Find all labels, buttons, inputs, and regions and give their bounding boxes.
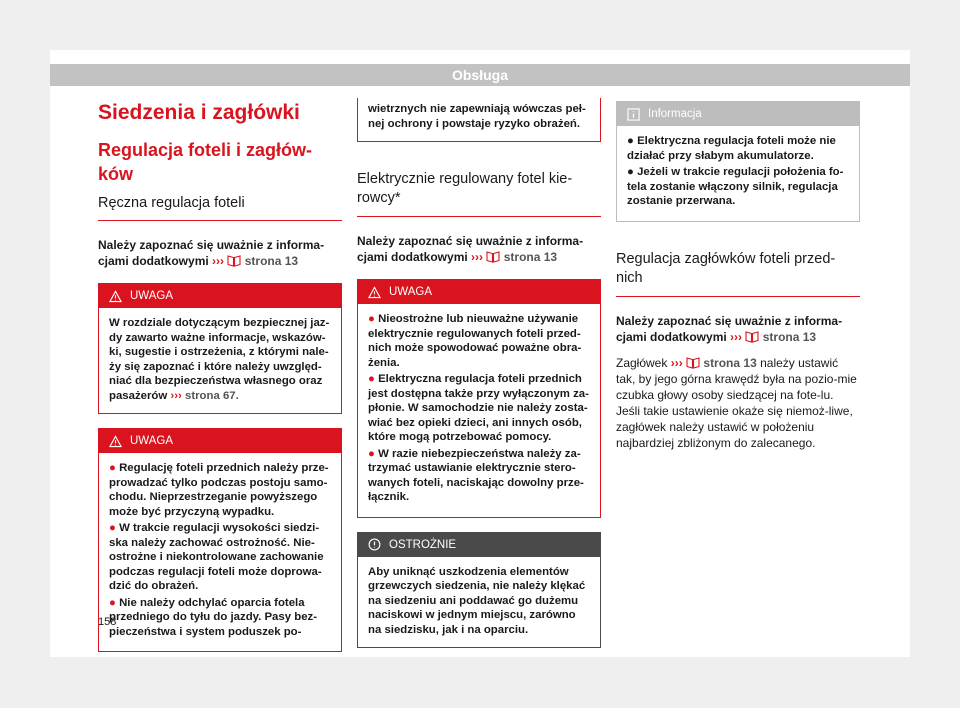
column-3	[616, 101, 860, 451]
list-item: ● Nieostrożne lub nieuważne używanie elektrycznie regulowanych foteli przed-nich może spowodować poważne obra-żenia.	[368, 313, 582, 369]
book-icon	[486, 250, 500, 263]
warning-box	[98, 428, 342, 652]
caution-icon	[368, 538, 381, 551]
caution-text: Aby uniknąć uszkodzenia elementów grzewczych siedzenia, nie należy klękać na siedzeniu ani poddawać go dużemu naciskowi w jednym miejscu, zarówno na siedzisku, jak i na oparciu.	[368, 565, 586, 636]
page-link[interactable]: strona 13	[762, 329, 817, 344]
intro-paragraph: Należy zapoznać się uważnie z informa-cjami dodatkowymi ››› strona 13	[357, 234, 584, 264]
section-title: Regulacja foteli i zagłów-ków	[98, 140, 313, 184]
subsection-title: Regulacja zagłówków foteli przed-nich	[616, 250, 860, 297]
list-item: ● Jeżeli w trakcie regulacji położenia fo-tela zostanie włączony silnik, regulacja zostanie przerwana.	[627, 166, 844, 207]
info-box	[616, 101, 860, 222]
list-item: ● W trakcie regulacji wysokości siedzi-ska należy zachować ostrożność. Nie-ostrożne i niekontrolowane zachowanie podczas regulacji foteli może doprowa-dzić do obrażeń.	[109, 522, 324, 592]
warning-icon	[109, 290, 122, 303]
page-number: 158	[98, 616, 117, 628]
warning-text: W rozdziale dotyczącym bezpiecznej jaz-dy zawarto ważne informacje, wskazów-ki, sugestie i ostrzeżenia, z którymi nale-ży się zapoznać i które należy uwzględ-niać dla bezpieczeństwa własnego oraz pasażerów ››› strona 67.	[109, 317, 330, 402]
info-title: Informacja	[648, 108, 702, 120]
page-link[interactable]: strona 13	[503, 250, 558, 264]
page-link[interactable]: strona 13	[703, 355, 757, 370]
page-link[interactable]: strona 67.	[184, 389, 239, 402]
warning-icon	[109, 435, 122, 448]
list-item: ● Regulację foteli przednich należy prze-prowadzać tylko podczas postoju samo-chodu. Nieprzestrzeganie powyższego może być przyczyną wypadku.	[109, 462, 329, 518]
section-header: Obsługa	[50, 64, 910, 86]
column-1	[98, 96, 342, 652]
subsection-title: Elektrycznie regulowany fotel kie-rowcy*	[357, 170, 601, 217]
book-icon	[227, 254, 241, 267]
warning-title: UWAGA	[130, 435, 174, 447]
warning-title: UWAGA	[389, 286, 433, 298]
body-paragraph: Zagłówek ››› strona 13 należy ustawić tak, by jego górna krawędź była na pozio-mie czubka głowy osoby siedzącej na fote-lu. Jeśli takie ustawienie okaże się niemoż-liwe, zagłówek należy ustawić w położeniu najbardziej zbliżonym do zalecanego.	[616, 355, 857, 450]
warning-icon	[368, 286, 381, 299]
chapter-title: Siedzenia i zagłówki	[98, 101, 300, 124]
info-icon	[627, 108, 640, 121]
page-link[interactable]: strona 13	[244, 254, 299, 268]
intro-paragraph: Należy zapoznać się uważnie z informa-cjami dodatkowymi ››› strona 13	[98, 238, 325, 268]
intro-paragraph: Należy zapoznać się uważnie z informa-cjami dodatkowymi ››› strona 13	[616, 313, 843, 344]
column-2	[357, 98, 601, 648]
list-item: ● Elektryczna regulacja foteli przednich jest dostępna także przy wyłączonym za-płonie. W samochodzie nie należy zosta-wiać bez opieki dzieci, ani innych osób, które mogą potrzebować pomocy.	[368, 373, 589, 443]
book-icon	[686, 356, 700, 369]
warning-title: UWAGA	[130, 290, 174, 302]
caution-title: OSTROŻNIE	[389, 538, 457, 551]
warning-continuation: wietrznych nie zapewniają wówczas peł-nej ochrony i powstaje ryzyko obrażeń.	[357, 98, 601, 142]
warning-box	[98, 283, 342, 414]
caution-box	[357, 532, 601, 649]
subsection-title: Ręczna regulacja foteli	[98, 194, 342, 221]
list-item: ● Nie należy odchylać oparcia fotela przedniego do tyłu do jazdy. Pasy bez-pieczeństwa i system poduszek po-	[109, 596, 318, 638]
book-icon	[745, 330, 759, 343]
list-item: ● Elektryczna regulacja foteli może nie działać przy słabym akumulatorze.	[627, 135, 836, 162]
list-item: ● W razie niebezpieczeństwa należy za-trzymać ustawianie elektrycznie stero-wanych foteli, naciskając dowolny prze-łącznik.	[368, 447, 584, 503]
warning-box	[357, 279, 601, 518]
